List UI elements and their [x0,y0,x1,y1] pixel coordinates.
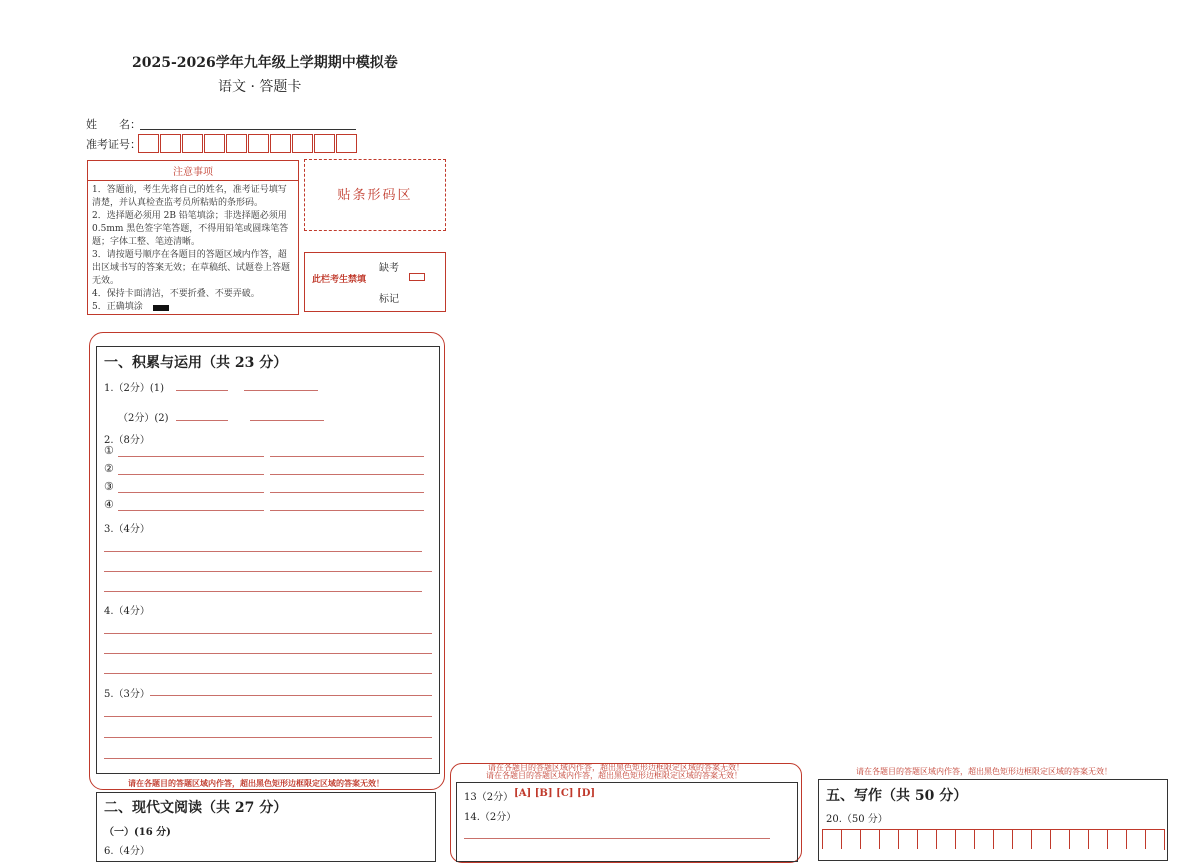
essay-grid[interactable] [822,829,1165,850]
circle-1: ① [104,444,114,457]
q3-line[interactable] [104,591,422,592]
q5-line[interactable] [104,716,432,717]
absent-warning: 此栏考生禁填 [312,275,367,285]
q2-line[interactable] [270,510,424,511]
q5-label: 5.（3分） [104,689,150,700]
q2-line[interactable] [118,456,264,457]
notice-item: 4．保持卡面清洁，不要折叠、不要弄破。 [92,289,260,299]
id-boxes[interactable] [138,134,358,153]
q4-line[interactable] [104,633,432,634]
q2-label: 2.（8分） [104,435,150,446]
notice-item: 2．选择题必须用 2B 铅笔填涂；非选择题必须用 0.5mm 黑色签字笔答题，不得用铅笔或圆珠笔答题；字体工整、笔迹清晰。 [92,211,289,247]
warning-left: 请在各题目的答题区域内作答，超出黑色矩形边框限定区域的答案无效！ [128,778,384,788]
q1a-answer-line[interactable] [176,390,228,391]
q4-label: 4.（4分） [104,606,150,617]
q4-line[interactable] [104,673,432,674]
notice-title: 注意事项 [88,161,298,181]
warning-right: 请在各题目的答题区域内作答，超出黑色矩形边框限定区域的答案无效！ [856,767,1112,776]
q14-label: 14.（2分） [464,812,517,823]
warning-middle-2: 请在各题目的答题区域内作答，超出黑色矩形边框限定区域的答案无效！ [486,771,742,780]
fill-sample-icon [153,305,169,311]
exam-title: 2025-2026学年九年级上学期期中模拟卷 [132,55,398,71]
name-label: 姓 名： [86,118,141,131]
barcode-label: 贴条形码区 [337,188,413,203]
absent-checkbox[interactable] [409,273,425,281]
id-label: 准考证号： [86,138,141,151]
q13-label: 13（2分） [464,792,514,803]
q3-line[interactable] [104,551,422,552]
circle-3: ③ [104,480,114,493]
notice-item: 1．答题前，考生先将自己的姓名，准考证号填写清楚，并认真检查监考员所粘贴的条形码。 [92,185,287,208]
notice-item: 3．请按题号顺序在各题目的答题区域内作答，超出区域书写的答案无效；在草稿纸、试题卷上答题无效。 [92,250,291,286]
exam-subtitle: 语文 · 答题卡 [218,79,302,95]
warning-middle: 请在各题目的答题区域内作答，超出黑色矩形边框限定区域的答案无效！ [488,763,744,772]
q13-choices[interactable]: [A] [B] [C] [D] [514,788,596,799]
q1b-answer-line[interactable] [250,420,324,421]
q5-line[interactable] [104,758,432,759]
section2-sub: （一）(16 分) [104,827,171,838]
absent-box [304,252,446,312]
q2-line[interactable] [270,474,424,475]
q1b-answer-line[interactable] [176,420,228,421]
q2-line[interactable] [118,474,264,475]
q2-line[interactable] [270,492,424,493]
q5-line[interactable] [150,695,432,696]
q2-line[interactable] [118,492,264,493]
q1b-label: （2分）(2) [118,413,169,424]
q3-line[interactable] [104,571,432,572]
absent-top-label: 缺考 [379,263,399,274]
q20-label: 20.（50 分） [826,814,888,825]
q5-line[interactable] [104,737,432,738]
notice-item: 5．正确填涂 [92,302,143,312]
q6-label: 6.（4分） [104,846,150,857]
section1-title: 一、积累与运用（共 23 分） [104,355,288,371]
circle-4: ④ [104,498,114,511]
q2-line[interactable] [118,510,264,511]
section2-title: 二、现代文阅读（共 27 分） [104,800,288,816]
q1a-answer-line[interactable] [244,390,318,391]
q2-line[interactable] [270,456,424,457]
notice-box [87,160,299,315]
absent-bottom-label: 标记 [379,294,399,305]
circle-2: ② [104,462,114,475]
name-line[interactable] [140,129,356,130]
q3-label: 3.（4分） [104,524,150,535]
q4-line[interactable] [104,653,432,654]
q14-line[interactable] [464,838,770,839]
section5-title: 五、写作（共 50 分） [826,788,968,804]
barcode-area [304,159,446,231]
q1a-label: 1.（2分）(1) [104,383,165,394]
